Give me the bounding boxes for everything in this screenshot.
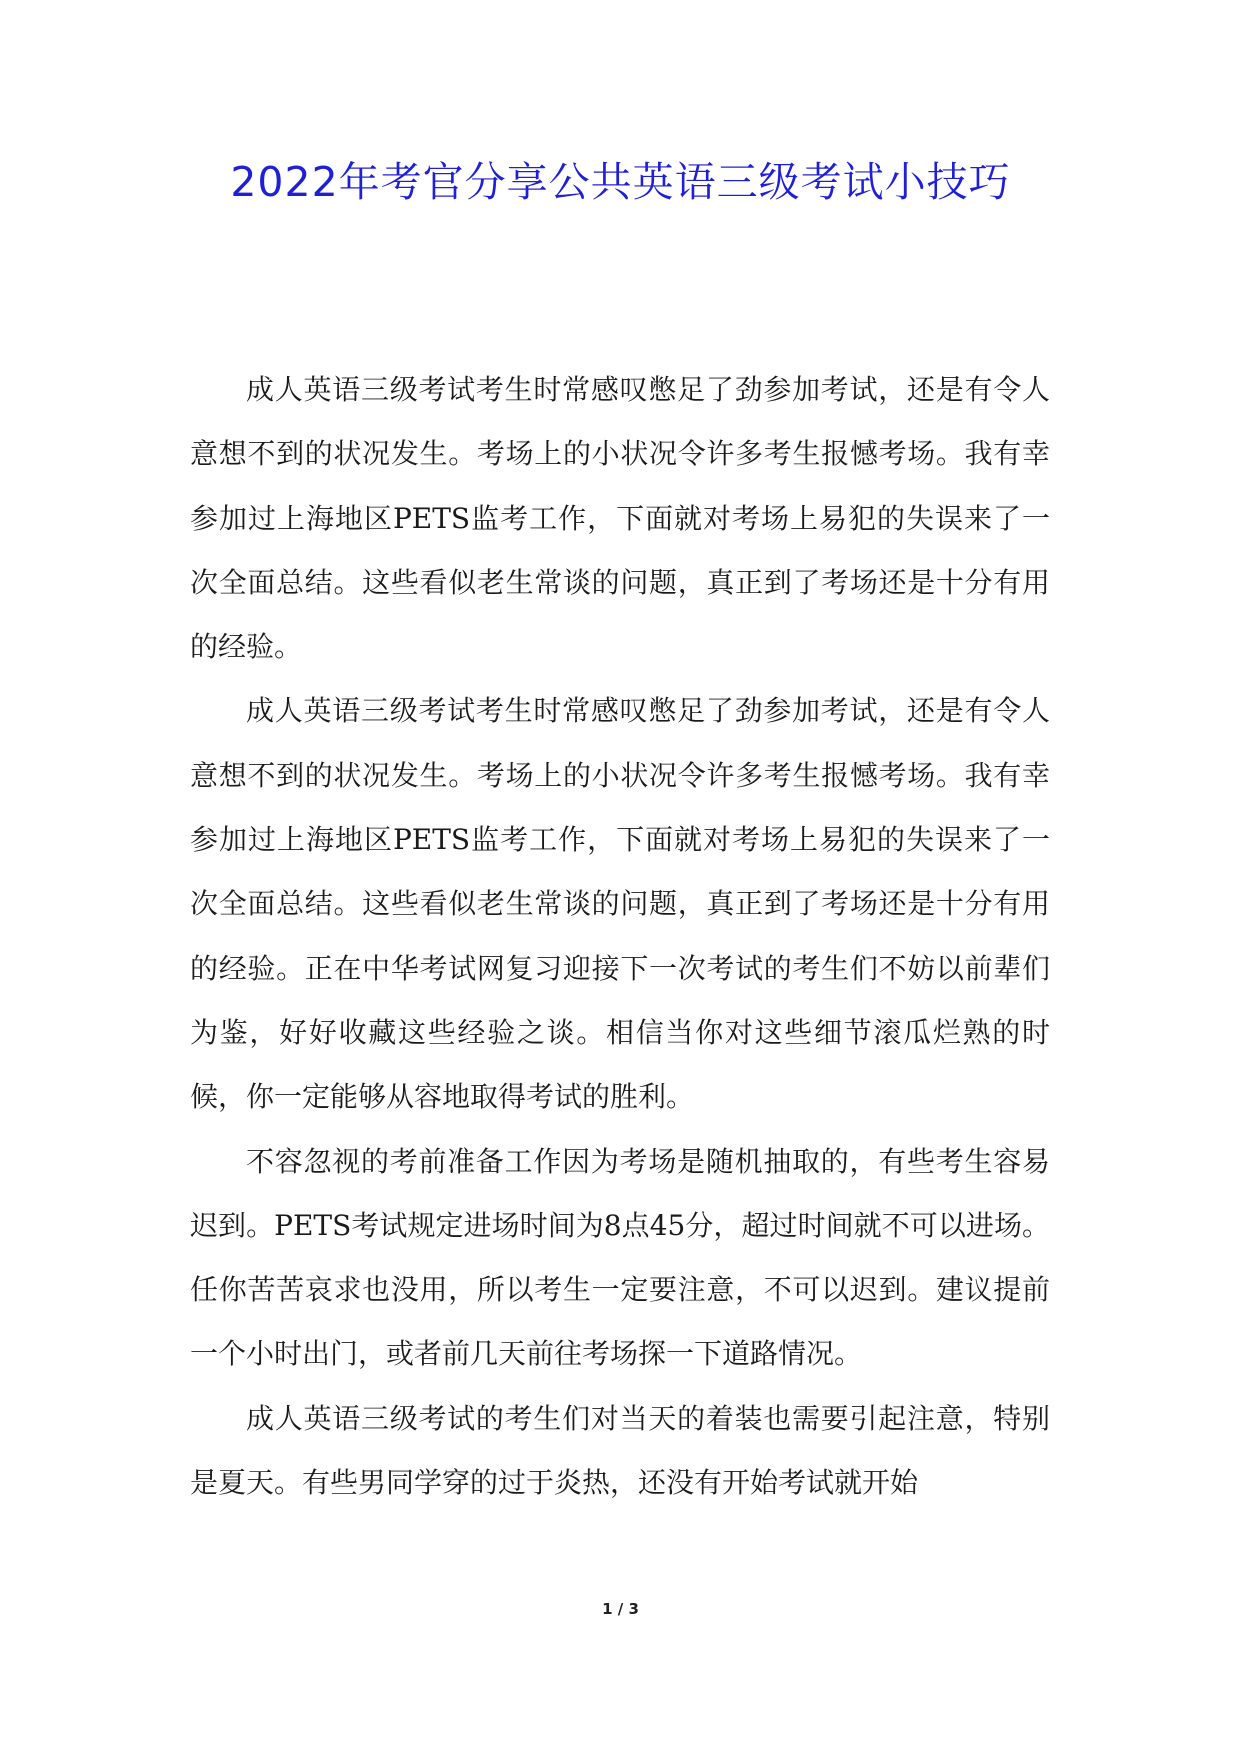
document-body: [190, 358, 1050, 1515]
paragraph: 成人英语三级考试考生时常感叹憋足了劲参加考试，还是有令人意想不到的状况发生。考场上的小状况令许多考生报憾考场。我有幸参加过上海地区PETS监考工作，下面就对考场上易犯的失误来了一次全面总结。这些看似老生常谈的问题，真正到了考场还是十分有用的经验。正在中华考试网复习迎接下一次考试的考生们不妨以前辈们为鉴，好好收藏这些经验之谈。相信当你对这些细节滚瓜烂熟的时候，你一定能够从容地取得考试的胜利。: [190, 694, 1050, 1114]
paragraph: 不容忽视的考前准备工作因为考场是随机抽取的，有些考生容易迟到。PETS考试规定进场时间为8点45分，超过时间就不可以进场。任你苦苦哀求也没用，所以考生一定要注意，不可以迟到。建议提前一个小时出门，或者前几天前往考场探一下道路情况。: [190, 1144, 1050, 1371]
paragraph: 成人英语三级考试的考生们对当天的着装也需要引起注意，特别是夏天。有些男同学穿的过于炎热，还没有开始考试就开始: [190, 1401, 1050, 1500]
paragraph: 成人英语三级考试考生时常感叹憋足了劲参加考试，还是有令人意想不到的状况发生。考场上的小状况令许多考生报憾考场。我有幸参加过上海地区PETS监考工作，下面就对考场上易犯的失误来了一次全面总结。这些看似老生常谈的问题，真正到了考场还是十分有用的经验。: [190, 373, 1050, 664]
document-title: 2022年考官分享公共英语三级考试小技巧: [230, 158, 1011, 206]
page-number: 1 / 3: [602, 1600, 639, 1618]
